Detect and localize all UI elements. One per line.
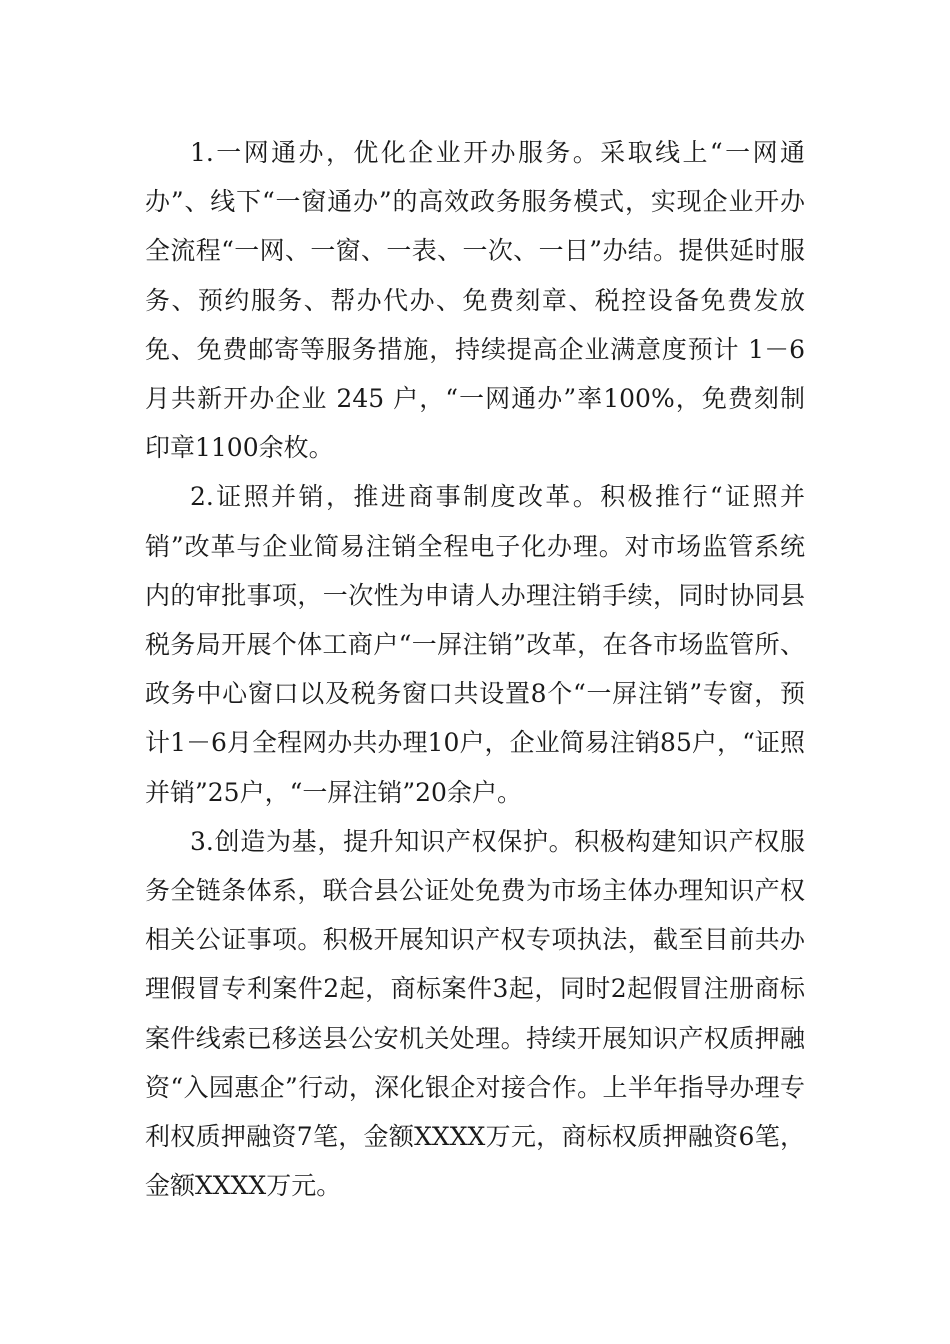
paragraph-ip-protection: 3.创造为基，提升知识产权保护。积极构建知识产权服务全链条体系，联合县公证处免费为市场主体办理知识产权相关公证事项。积极开展知识产权专项执法，截至目前共办理假冒专利案件2起，商标案件3起，同时2起假冒注册商标案件线索已移送县公安机关处理。持续开展知识产权质押融资“入园惠企”行动，深化银企对接合作。上半年指导办理专利权质押融资7笔，金额XXXX万元，商标权质押融资6笔，金额XXXX万元。: [145, 826, 805, 1201]
paragraph-license-cancellation: 2.证照并销，推进商事制度改革。积极推行“证照并销”改革与企业简易注销全程电子化办理。对市场监管系统内的审批事项，一次性为申请人办理注销手续，同时协同县税务局开展个体工商户“一屏注销”改革，在各市场监管所、政务中心窗口以及税务窗口共设置8个“一屏注销”专窗，预计1－6月全程网办共办理10户，企业简易注销85户，“证照并销”25户，“一屏注销”20余户。: [145, 482, 805, 807]
document-body: [145, 128, 805, 1210]
paragraph-enterprise-opening: 1.一网通办，优化企业开办服务。采取线上“一网通办”、线下“一窗通办”的高效政务服务模式，实现企业开办全流程“一网、一窗、一表、一次、一日”办结。提供延时服务、预约服务、帮办代办、免费刻章、税控设备免费发放免、免费邮寄等服务措施，持续提高企业满意度预计 1－6 月共新开办企业 245 户，“一网通办”率100%，免费刻制印章1100余枚。: [145, 138, 805, 463]
